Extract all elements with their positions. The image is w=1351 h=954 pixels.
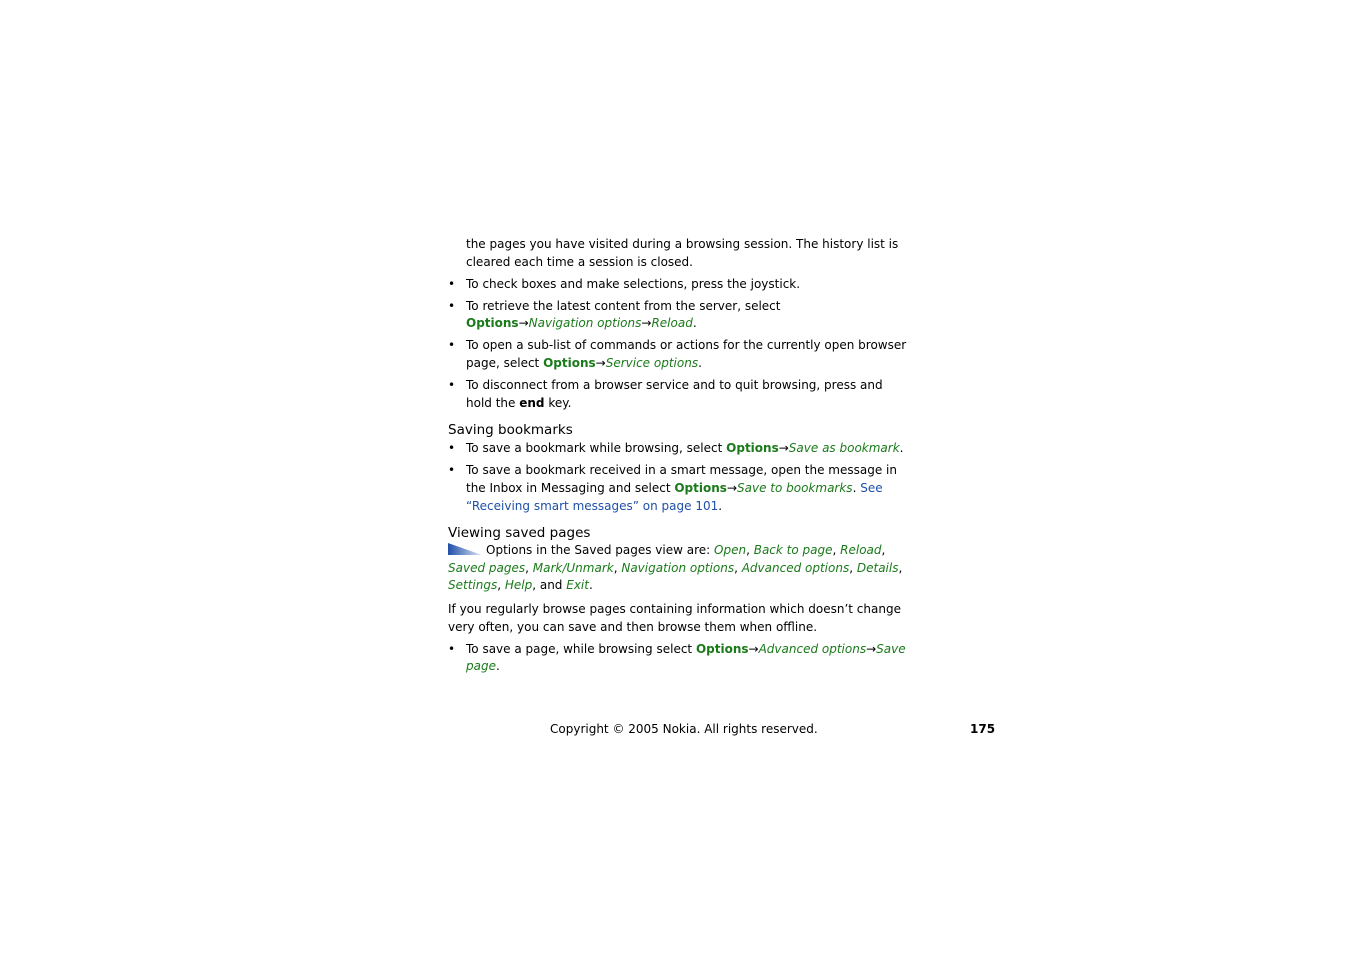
list-item: • To save a bookmark received in a smart message, open the message in the Inbox in Messaging and select Options→Save to bookmarks. See “Receiving smart messages” on page 101. [448,463,897,513]
page-content [448,236,910,676]
menu-save-to-bookmarks: Save to bookmarks [737,481,853,496]
list-item: • To disconnect from a browser service and to quit browsing, press and hold the end key. [448,378,883,410]
menu-save-page: Save page [466,641,906,674]
note-triangle-icon [448,542,482,556]
list-item: • To open a sub-list of commands or actions for the currently open browser page, select Options→Service options. [448,338,907,371]
bullet-dot-icon: • [448,463,456,478]
bullet-dot-icon: • [448,641,456,656]
menu-navigation-options: Navigation options [528,316,642,331]
bullet-dot-icon: • [448,441,456,456]
browser-tips-list [448,276,910,413]
menu-reload: Reload [651,316,693,331]
menu-service-options: Service options [605,356,699,371]
bookmark-tips-list [448,440,910,515]
menu-options: Options [466,316,519,331]
cross-reference-link[interactable]: See “Receiving smart messages” on page 101 [466,481,883,513]
menu-advanced-options: Advanced options [758,641,867,656]
menu-save-as-bookmark: Save as bookmark [788,441,900,456]
section-heading-saving-bookmarks: Saving bookmarks [448,422,573,439]
menu-options: Options [674,481,727,496]
copyright-footer: Copyright © 2005 Nokia. All rights reserved. [550,722,818,736]
menu-options: Options [726,441,779,456]
save-page-list [448,641,910,676]
bullet-dot-icon: • [448,378,456,393]
section-heading-viewing-saved-pages: Viewing saved pages [448,525,591,542]
menu-options: Options [695,641,749,656]
bullet-dot-icon: • [448,276,456,291]
note-paragraph: Options in the Saved pages view are: Open, Back to page, Reload, Saved pages, Mark/Unmark, Navigation options, Advanced options, Details, Settings, Help, and Exit. [448,543,903,593]
list-item: • To retrieve the latest content from the server, select Options→Navigation options→Reload. [448,298,781,331]
offline-paragraph: If you regularly browse pages containing information which doesn’t change very often, you can save and then browse them when offline. [448,602,901,634]
menu-options: Options [543,356,596,371]
list-item: • To save a page, while browsing select Options→Advanced options→Save page. [448,641,906,674]
end-key: end [519,395,545,410]
intro-continuation: the pages you have visited during a browsing session. The history list is cleared each time a session is closed. [466,237,899,269]
bullet-dot-icon: • [448,338,456,353]
list-item: • To save a bookmark while browsing, select Options→Save as bookmark. [448,440,910,458]
bullet-dot-icon: • [448,298,456,313]
list-item: • To check boxes and make selections, press the joystick. [448,276,910,294]
page-number: 175 [970,722,996,736]
